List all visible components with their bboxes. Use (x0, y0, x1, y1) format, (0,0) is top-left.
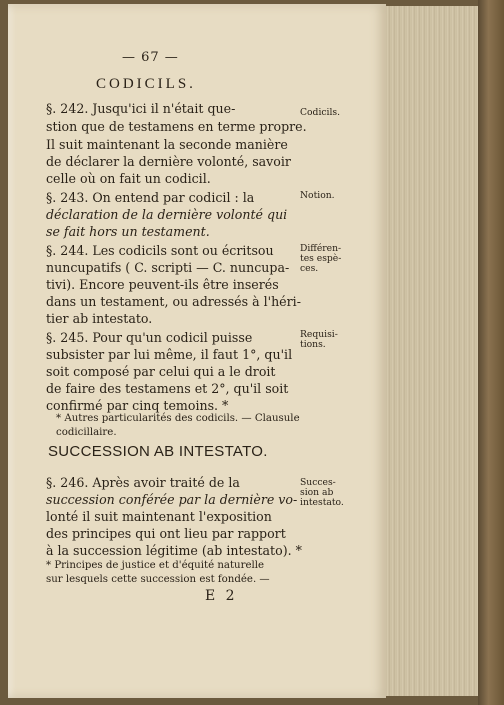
footnote-line: * Principes de justice et d'équité naturelle (46, 560, 265, 571)
margin-line: ces. (300, 263, 319, 275)
text-line: §. 242. Jusqu'ici il n'était que- (46, 101, 236, 116)
footnote-line: * Autres particularités des codicils. — Clausule (56, 413, 300, 424)
margin-line: Notion. (300, 190, 335, 201)
margin-line: intestato. (300, 497, 344, 509)
text-line: §. 243. On entend par codicil : la (46, 190, 255, 205)
margin-note-notion (300, 191, 335, 201)
margin-note-requisitions (300, 330, 338, 350)
margin-line: tes espè- (300, 253, 342, 265)
margin-line: Différen- (300, 243, 342, 254)
text-line: §. 244. Les codicils sont ou écritsou (46, 243, 274, 258)
margin-note-codicils (300, 108, 340, 118)
text-line: soit composé par celui qui a le droit (46, 364, 276, 379)
book-page (8, 4, 386, 698)
text-line: tivi). Encore peuvent-ils être inserés (46, 277, 279, 292)
margin-note-differentes (300, 244, 341, 275)
text-line: tier ab intestato. (46, 311, 153, 326)
text-line: se fait hors un testament. (46, 224, 210, 239)
text-line: §. 245. Pour qu'un codicil puisse (46, 330, 253, 345)
text-line: subsister par lui même, il faut 1°, qu'il (46, 347, 293, 362)
text-line: à la succession légitime (ab intestato). * (46, 543, 302, 558)
text-line: succession conférée par la dernière vo- (46, 492, 298, 507)
footnote-line: codicillaire. (56, 427, 117, 438)
text-line: celle où on fait un codicil. (46, 171, 211, 186)
text-line: de faire des testamens et 2°, qu'il soit (46, 381, 289, 396)
text-line: §. 246. Après avoir traité de la (46, 475, 240, 490)
text-line: lonté il suit maintenant l'exposition (46, 509, 272, 524)
text-line: de déclarer la dernière volonté, savoir (46, 154, 291, 169)
chapter-title: CODICILS. (96, 76, 196, 92)
footnote-line: sur lesquels cette succession est fondée. — (46, 574, 270, 585)
margin-line: sion ab (300, 487, 334, 499)
text-line: déclaration de la dernière volonté qui (46, 207, 288, 222)
text-line: nuncupatifs ( C. scripti — C. nuncupa- (46, 260, 290, 275)
text-line: confirmé par cinq temoins. * (46, 398, 229, 413)
margin-line: Requisi- (300, 329, 338, 340)
text-line: dans un testament, ou adressés à l'héri- (46, 294, 301, 309)
margin-line: tions. (300, 339, 326, 351)
text-line: des principes qui ont lieu par rapport (46, 526, 286, 541)
book-cover (478, 0, 504, 705)
text-line: Il suit maintenant la seconde manière (46, 137, 288, 152)
margin-line: Succes- (300, 477, 336, 488)
margin-line: Codicils. (300, 107, 341, 118)
section-title: SUCCESSION AB INTESTATO. (48, 443, 268, 460)
margin-note-succession (300, 478, 344, 509)
text-line: stion que de testamens en terme propre. (46, 119, 307, 134)
page-number: — 67 — (122, 50, 179, 65)
signature-mark: E 2 (205, 588, 238, 604)
